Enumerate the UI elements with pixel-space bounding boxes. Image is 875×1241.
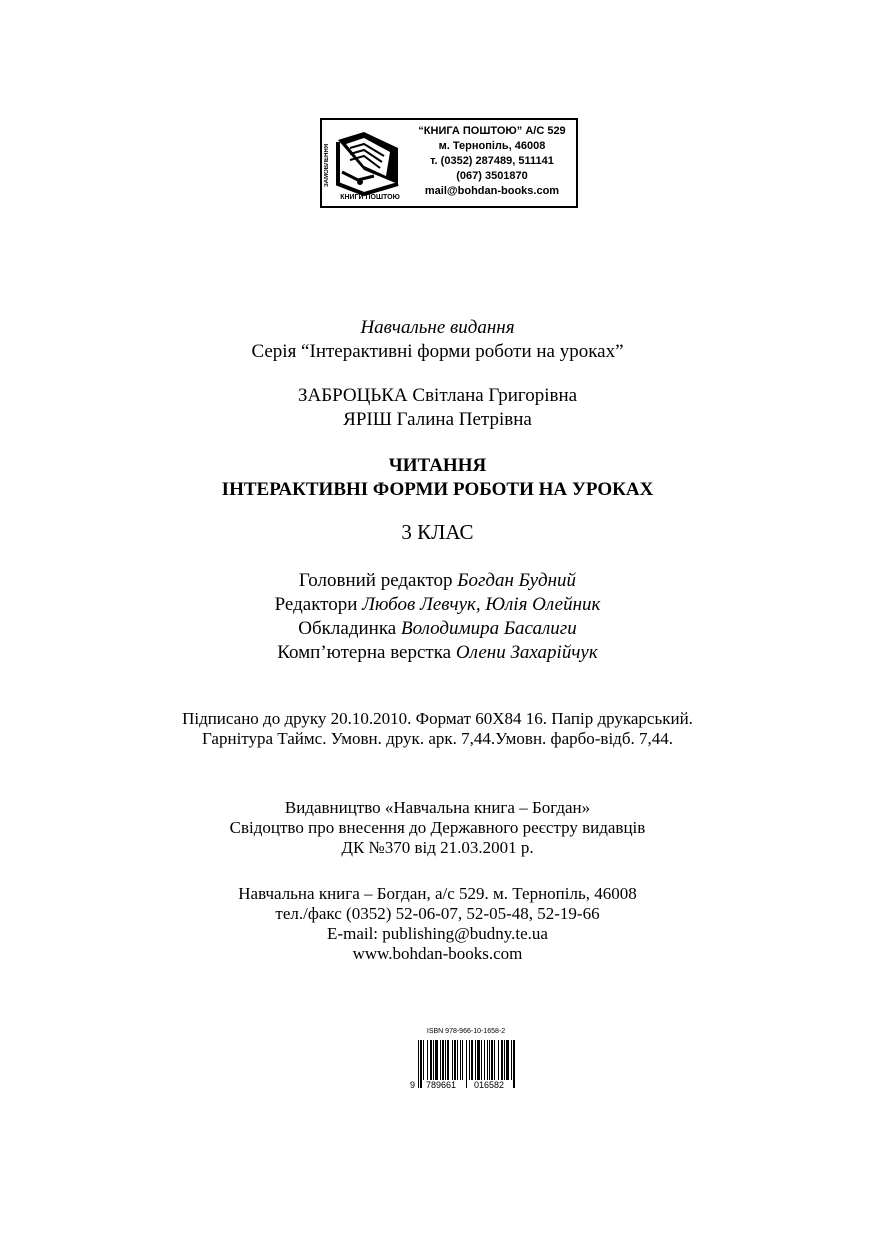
barcode-digits-left: 789661 xyxy=(426,1080,457,1090)
barcode-bar xyxy=(452,1040,453,1080)
publisher-line: Свідоцтво про внесення до Державного реєстру видавців xyxy=(229,818,646,837)
stamp-address xyxy=(408,124,576,199)
credit-name: Олени Захарійчук xyxy=(455,642,598,663)
authors xyxy=(0,384,875,432)
barcode-digit-first: 9 xyxy=(410,1080,416,1090)
isbn-barcode xyxy=(410,1028,522,1098)
barcode-bar xyxy=(498,1040,499,1080)
credit-line xyxy=(0,569,875,593)
barcode-bar xyxy=(433,1040,434,1080)
stamp-line: т. (0352) 287489, 511141 xyxy=(430,155,554,167)
contacts xyxy=(0,884,875,964)
edition-header xyxy=(0,316,875,364)
series-title: Серія “Інтерактивні форми роботи на уроках” xyxy=(251,341,624,362)
barcode-bar xyxy=(477,1040,480,1080)
barcode-bar xyxy=(420,1040,422,1088)
barcode-bar xyxy=(466,1040,467,1088)
barcode-bar xyxy=(427,1040,428,1080)
barcode-bar xyxy=(454,1040,456,1080)
author: ЯРІШ Галина Петрівна xyxy=(343,409,532,430)
barcode-bar xyxy=(491,1040,493,1080)
credit-line xyxy=(0,617,875,641)
contact-line: тел./факс (0352) 52-06-07, 52-05-48, 52-19-66 xyxy=(275,904,600,923)
title-line-2: ІНТЕРАКТИВНІ ФОРМИ РОБОТИ НА УРОКАХ xyxy=(221,479,654,500)
barcode-digits-right: 016582 xyxy=(474,1080,505,1090)
contact-line: Навчальна книга – Богдан, а/с 529. м. Тернопіль, 46008 xyxy=(238,884,637,903)
stamp-side-text: ЗАМОВЛЕННЯ xyxy=(324,143,330,187)
barcode-bar xyxy=(423,1040,424,1080)
credit-name: Богдан Будний xyxy=(457,570,577,591)
stamp-line: mail@bohdan-books.com xyxy=(424,185,560,197)
barcode-bar xyxy=(440,1040,441,1080)
contact-website: www.bohdan-books.com xyxy=(352,944,523,963)
edition-type: Навчальне видання xyxy=(360,317,515,338)
credit-line xyxy=(0,641,875,665)
author: ЗАБРОЦЬКА Світлана Григорівна xyxy=(297,385,578,406)
barcode-bar xyxy=(513,1040,515,1088)
barcode-bar xyxy=(442,1040,444,1080)
barcode-bar xyxy=(430,1040,432,1080)
publisher-line: ДК №370 від 21.03.2001 р. xyxy=(341,838,534,857)
isbn-label: ISBN 978-966-10-1658-2 xyxy=(426,1028,506,1035)
barcode-bar xyxy=(506,1040,509,1080)
title-line-1: ЧИТАННЯ xyxy=(388,455,487,476)
barcode-bar xyxy=(511,1040,512,1080)
barcode-bar xyxy=(501,1040,503,1080)
barcode-bar xyxy=(489,1040,490,1080)
credit-role: Редактори xyxy=(274,594,358,615)
stamp-bottom-text: КНИГИ ПОШТОЮ xyxy=(340,194,400,201)
publisher-stamp xyxy=(320,118,578,208)
barcode-bar xyxy=(471,1040,473,1080)
barcode-bar xyxy=(484,1040,485,1080)
publisher-line: Видавництво «Навчальна книга – Богдан» xyxy=(284,798,591,817)
barcode-bar xyxy=(457,1040,458,1080)
stamp-line: “КНИГА ПОШТОЮ” А/С 529 xyxy=(418,125,566,137)
barcode-bar xyxy=(445,1040,446,1080)
barcode-bar xyxy=(475,1040,476,1080)
barcode-bar xyxy=(481,1040,482,1080)
stamp-line: м. Тернопіль, 46008 xyxy=(438,140,546,152)
credit-line xyxy=(0,593,875,617)
print-info-line: Гарнітура Таймс. Умовн. друк. арк. 7,44.Умовн. фарбо-відб. 7,44. xyxy=(202,729,673,748)
credit-name: Любов Левчук, Юлія Олейник xyxy=(362,594,601,615)
print-info-line: Підписано до друку 20.10.2010. Формат 60Х84 16. Папір друкарський. xyxy=(182,709,693,728)
barcode-bar xyxy=(435,1040,438,1080)
credit-role: Комп’ютерна верстка xyxy=(277,642,452,663)
credit-role: Обкладинка xyxy=(298,618,397,639)
barcode-bar xyxy=(447,1040,449,1080)
stamp-line: (067) 3501870 xyxy=(456,170,528,182)
barcode-bar xyxy=(494,1040,495,1080)
barcode-bar xyxy=(487,1040,488,1080)
credits xyxy=(0,569,875,665)
barcode-bar xyxy=(460,1040,461,1080)
barcode-bar xyxy=(462,1040,463,1080)
credit-role: Головний редактор xyxy=(298,570,453,591)
credit-name: Володимира Басалиги xyxy=(400,618,577,639)
barcode-bar xyxy=(418,1040,419,1088)
grade-label: 3 КЛАС xyxy=(401,520,474,544)
barcode-bar xyxy=(469,1040,470,1080)
print-info xyxy=(0,709,875,749)
contact-email: E-mail: publishing@budny.te.ua xyxy=(327,924,548,943)
grade xyxy=(0,520,875,544)
publisher-info xyxy=(0,798,875,858)
book-title xyxy=(0,454,875,502)
barcode-bar xyxy=(504,1040,505,1080)
